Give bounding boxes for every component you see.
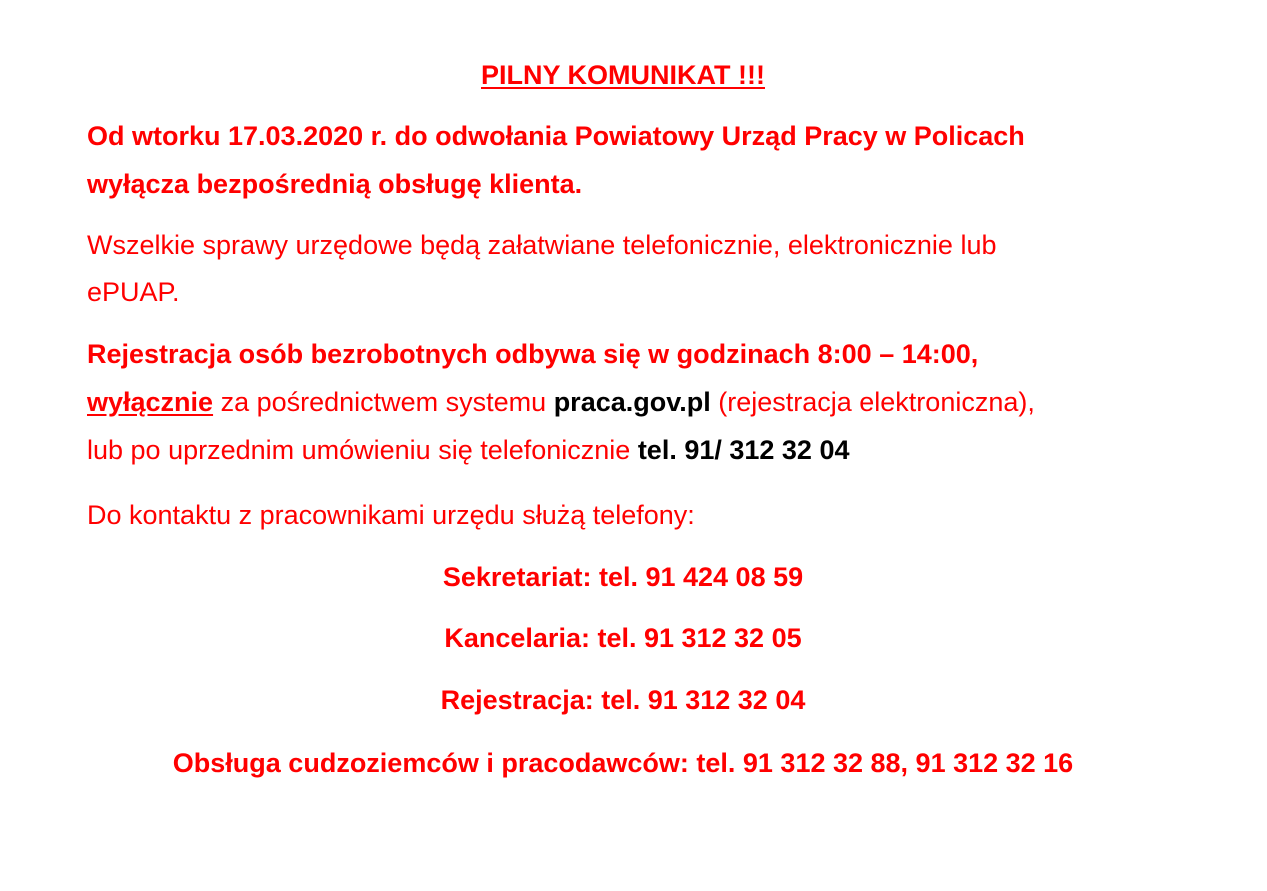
registration-phone-line xyxy=(87,433,849,467)
registration-method-line xyxy=(87,385,1035,419)
announcement-title: PILNY KOMUNIKAT !!! xyxy=(481,60,765,90)
remote-service-line-2: ePUAP. xyxy=(87,277,180,307)
exclusively-emphasis: wyłącznie xyxy=(87,387,214,417)
registration-phone-number: tel. 91/ 312 32 04 xyxy=(637,435,850,465)
contact-secretariat: Sekretariat: tel. 91 424 08 59 xyxy=(442,562,804,592)
contact-intro: Do kontaktu z pracownikami urzędu służą telefony: xyxy=(87,500,695,530)
remote-service-line-1: Wszelkie sprawy urzędowe będą załatwiane telefonicznie, elektronicznie lub xyxy=(87,230,997,260)
contact-foreigners-employers: Obsługa cudzoziemców i pracodawców: tel. 91 312 32 88, 91 312 32 16 xyxy=(172,748,1074,778)
registration-electronic-note: (rejestracja elektroniczna), xyxy=(710,387,1035,417)
registration-method-text: za pośrednictwem systemu xyxy=(213,387,554,417)
praca-gov-pl-site: praca.gov.pl xyxy=(553,387,711,417)
registration-hours-line: Rejestracja osób bezrobotnych odbywa się w godzinach 8:00 – 14:00, xyxy=(87,339,979,369)
contact-registration: Rejestracja: tel. 91 312 32 04 xyxy=(440,685,806,715)
contact-chancellery: Kancelaria: tel. 91 312 32 05 xyxy=(444,623,802,653)
closure-notice-line-1: Od wtorku 17.03.2020 r. do odwołania Powiatowy Urząd Pracy w Policach xyxy=(87,121,1025,151)
closure-notice-line-2: wyłącza bezpośrednią obsługę klienta. xyxy=(87,169,583,199)
registration-phone-text: lub po uprzednim umówieniu się telefonicznie xyxy=(87,435,638,465)
